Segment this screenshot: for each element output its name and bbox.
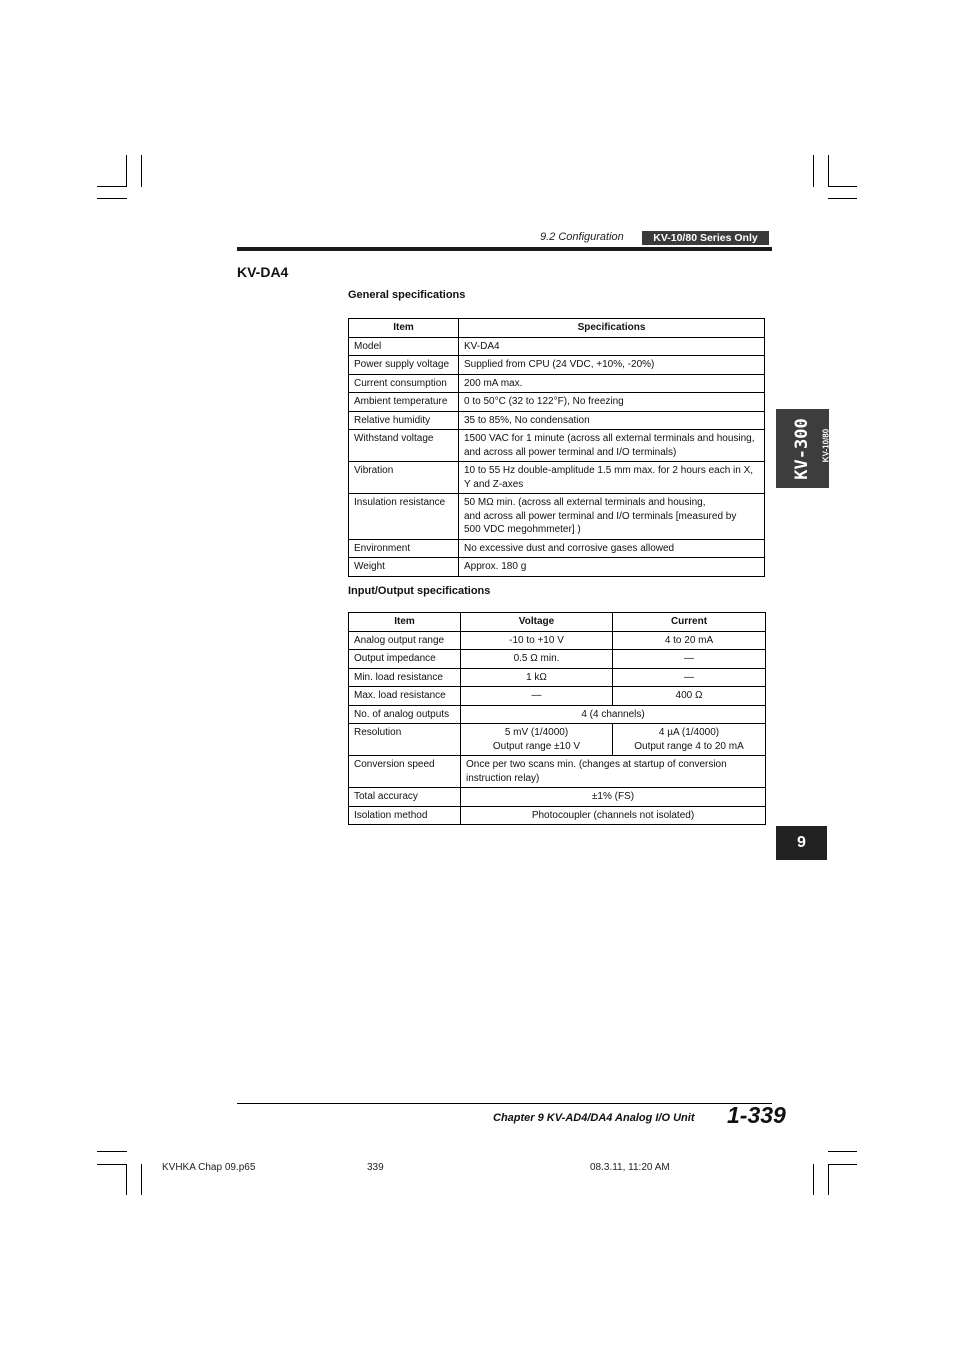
- io-voltage-value-line: 5 mV (1/4000): [504, 727, 569, 738]
- table-row: [349, 705, 766, 724]
- io-voltage-value-line: —: [531, 690, 542, 701]
- io-voltage-value: [461, 650, 613, 669]
- table-row: [349, 687, 766, 706]
- io-spec-heading: Input/Output specifications: [348, 585, 491, 597]
- io-merged-value: [461, 756, 766, 788]
- crop-mark: [97, 1164, 127, 1165]
- general-spec-table: [348, 318, 765, 577]
- io-current-value: [613, 724, 766, 756]
- io-item: Output impedance: [349, 650, 461, 669]
- page-number: 1-339: [727, 1102, 786, 1128]
- io-item: Max. load resistance: [349, 687, 461, 706]
- table-row: [349, 462, 765, 494]
- crop-mark: [97, 198, 127, 199]
- io-current-value-line: 400 Ω: [675, 690, 703, 701]
- io-item: Analog output range: [349, 631, 461, 650]
- spec-value-line: 10 to 55 Hz double-amplitude 1.5 mm max. for 2 hours each in X,: [464, 465, 754, 476]
- crop-mark: [828, 1151, 857, 1152]
- chapter-tab: 9: [776, 826, 827, 860]
- table-row: [349, 393, 765, 412]
- spec-value: [459, 337, 765, 356]
- crop-mark: [126, 1164, 127, 1195]
- header-rule: [237, 247, 772, 251]
- io-current-value-line: —: [684, 653, 694, 664]
- table-row: [349, 430, 765, 462]
- footer-chapter: Chapter 9 KV-AD4/DA4 Analog I/O Unit: [493, 1112, 695, 1124]
- io-current-value-line: —: [684, 671, 694, 683]
- header-section: 9.2 Configuration: [540, 231, 624, 243]
- spec-value: [459, 462, 765, 494]
- crop-mark: [828, 155, 829, 187]
- io-current-value: [613, 668, 766, 687]
- io-current-value: [613, 631, 766, 650]
- io-item: Total accuracy: [349, 788, 461, 807]
- io-item: Resolution: [349, 724, 461, 756]
- table-row: [349, 756, 766, 788]
- spec-value: [459, 356, 765, 375]
- spec-item: Ambient temperature: [349, 393, 459, 412]
- io-merged-value-line: instruction relay): [466, 772, 540, 784]
- io-merged-value: [461, 705, 766, 724]
- crop-mark: [813, 155, 814, 187]
- crop-mark: [828, 1164, 857, 1165]
- col-header-voltage: Voltage: [461, 613, 613, 632]
- io-voltage-value-line: -10 to +10 V: [509, 634, 564, 646]
- spec-value: [459, 411, 765, 430]
- io-current-value: [613, 687, 766, 706]
- col-header-item: Item: [349, 613, 461, 632]
- spec-item: Insulation resistance: [349, 494, 459, 540]
- io-merged-value-line: Once per two scans min. (changes at startup of conversion: [466, 759, 727, 770]
- table-row: [349, 650, 766, 669]
- io-spec-table: [348, 612, 766, 825]
- spec-value-line: No excessive dust and corrosive gases allowed: [464, 542, 675, 554]
- io-current-value-line: 4 to 20 mA: [664, 634, 714, 646]
- io-item: Isolation method: [349, 806, 461, 825]
- crop-mark: [813, 1164, 814, 1195]
- crop-mark: [828, 186, 857, 187]
- io-item: No. of analog outputs: [349, 705, 461, 724]
- crop-mark: [97, 186, 127, 187]
- crop-mark: [828, 1164, 829, 1195]
- side-tab-main: KV-300: [792, 418, 812, 480]
- io-voltage-value: [461, 668, 613, 687]
- table-row: [349, 494, 765, 540]
- table-row: [349, 631, 766, 650]
- table-row: [349, 337, 765, 356]
- spec-item: Relative humidity: [349, 411, 459, 430]
- io-merged-value: [461, 806, 766, 825]
- io-voltage-value-line: 1 kΩ: [526, 671, 547, 683]
- spec-value-line: Approx. 180 g: [464, 561, 527, 572]
- spec-item: Environment: [349, 539, 459, 558]
- side-tab: [776, 409, 829, 488]
- spec-value: [459, 539, 765, 558]
- io-voltage-value-line: Output range ±10 V: [492, 740, 581, 752]
- spec-value-line: and across all power terminal and I/O terminals [measured by: [464, 510, 737, 522]
- spec-value-line: 35 to 85%, No condensation: [464, 414, 590, 426]
- spec-value: [459, 393, 765, 412]
- crop-mark: [141, 1164, 142, 1195]
- io-item: Conversion speed: [349, 756, 461, 788]
- spec-value: [459, 430, 765, 462]
- table-row: [349, 411, 765, 430]
- io-voltage-value-line: 0.5 Ω min.: [513, 653, 560, 664]
- io-merged-value-line: ±1% (FS): [591, 791, 635, 802]
- spec-item: Model: [349, 337, 459, 356]
- spec-item: Power supply voltage: [349, 356, 459, 375]
- footer-rule: [237, 1103, 772, 1104]
- io-voltage-value: [461, 687, 613, 706]
- table-row: [349, 724, 766, 756]
- general-spec-heading: General specifications: [348, 289, 466, 301]
- spec-item: Withstand voltage: [349, 430, 459, 462]
- page-title: KV-DA4: [237, 264, 289, 280]
- crop-mark: [828, 198, 857, 199]
- print-date: 08.3.11, 11:20 AM: [590, 1162, 670, 1173]
- side-tab-sub: KV-10/80: [821, 428, 831, 463]
- io-current-value-line: 4 µA (1/4000): [658, 727, 720, 738]
- spec-item: Current consumption: [349, 374, 459, 393]
- spec-value-line: 1500 VAC for 1 minute (across all external terminals and housing,: [464, 433, 755, 444]
- spec-item: Vibration: [349, 462, 459, 494]
- table-row: [349, 374, 765, 393]
- col-header-spec: Specifications: [459, 319, 765, 338]
- io-merged-value-line: 4 (4 channels): [581, 708, 645, 720]
- table-row: [349, 558, 765, 577]
- crop-mark: [126, 155, 127, 187]
- print-number: 339: [367, 1162, 384, 1173]
- io-voltage-value: [461, 631, 613, 650]
- spec-value-line: KV-DA4: [464, 340, 500, 352]
- io-item: Min. load resistance: [349, 668, 461, 687]
- table-row: [349, 539, 765, 558]
- spec-value-line: and across all power terminal and I/O terminals): [464, 446, 677, 458]
- spec-value: [459, 558, 765, 577]
- spec-value-line: Y and Z-axes: [464, 478, 524, 490]
- col-header-current: Current: [613, 613, 766, 632]
- spec-value-line: Supplied from CPU (24 VDC, +10%, -20%): [464, 359, 655, 370]
- spec-value-line: 50 MΩ min. (across all external terminals and housing,: [464, 497, 706, 508]
- io-current-value-line: Output range 4 to 20 mA: [634, 740, 744, 752]
- table-row: [349, 788, 766, 807]
- print-file: KVHKA Chap 09.p65: [162, 1162, 256, 1173]
- spec-item: Weight: [349, 558, 459, 577]
- spec-value-line: 500 VDC megohmmeter] ): [464, 524, 581, 535]
- col-header-item: Item: [349, 319, 459, 338]
- crop-mark: [97, 1151, 127, 1152]
- series-badge: KV-10/80 Series Only: [642, 231, 769, 245]
- io-current-value: [613, 650, 766, 669]
- table-row: [349, 806, 766, 825]
- table-row: [349, 668, 766, 687]
- crop-mark: [141, 155, 142, 187]
- spec-value-line: 200 mA max.: [464, 377, 523, 389]
- io-merged-value: [461, 788, 766, 807]
- io-merged-value-line: Photocoupler (channels not isolated): [531, 809, 695, 821]
- spec-value-line: 0 to 50°C (32 to 122°F), No freezing: [464, 396, 624, 407]
- io-voltage-value: [461, 724, 613, 756]
- table-row: [349, 356, 765, 375]
- spec-value: [459, 374, 765, 393]
- spec-value: [459, 494, 765, 540]
